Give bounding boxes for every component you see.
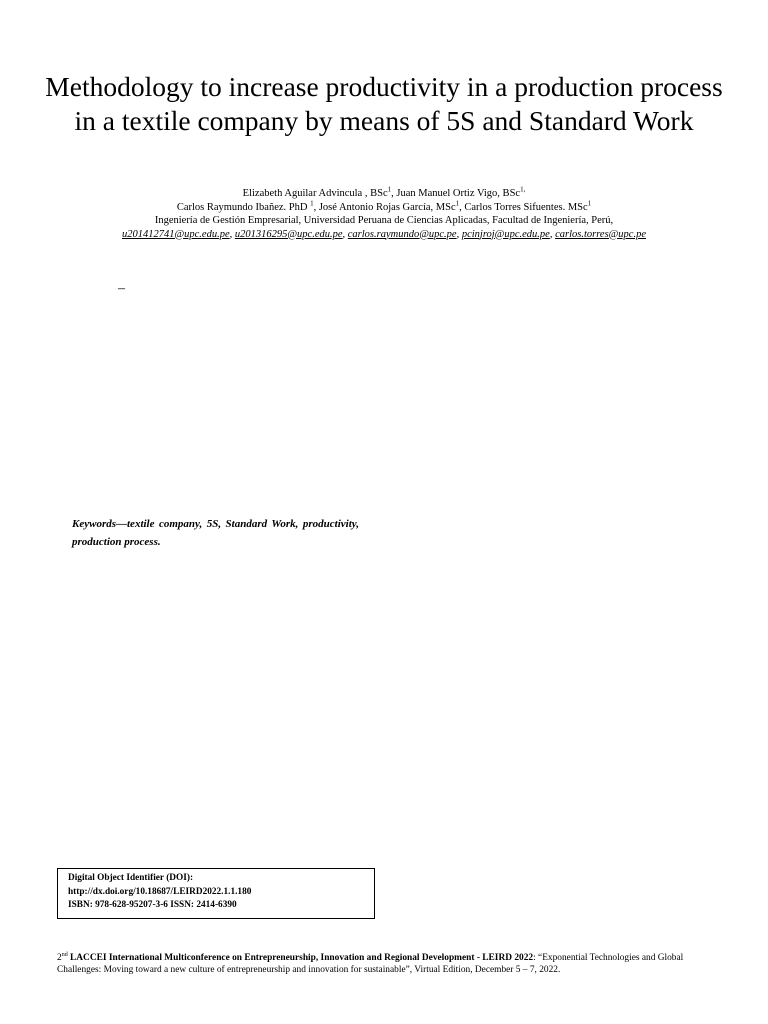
affiliation-mark: 1: [310, 199, 314, 207]
author-line-1: [30, 187, 738, 201]
keywords: Keywords—textile company, 5S, Standard Work, productivity, production process.: [72, 518, 359, 548]
email-link[interactable]: u201412741@upc.edu.pe: [121, 228, 230, 240]
doi-url: http://dx.doi.org/10.18687/LEIRD2022.1.1.180: [68, 886, 252, 897]
email-link[interactable]: carlos.raymundo@upc.pe: [347, 228, 457, 240]
footer-conference-name: LACCEI International Multiconference on Entrepreneurship, Innovation and Regional Development - LEIRD 2022: [67, 953, 534, 963]
email-link[interactable]: carlos.torres@upc.pe: [555, 228, 647, 240]
page-footer: [57, 953, 717, 976]
email-list: [30, 228, 738, 242]
author-name: , Juan Manuel Ortiz Vigo, BSc: [391, 188, 521, 199]
doi-label: Digital Object Identifier (DOI):: [68, 873, 194, 883]
affiliation: Ingeniería de Gestión Empresarial, Universidad Peruana de Ciencias Aplicadas, Facultad de Ingeniería, Perú,: [154, 215, 614, 226]
author-name: Carlos Raymundo Ibañez. PhD: [176, 201, 311, 213]
affiliation-mark: 1: [587, 199, 592, 207]
author-block: [30, 187, 738, 241]
author-line-2: [30, 201, 738, 215]
email-separator: ,: [229, 228, 235, 240]
author-name: Elizabeth Aguilar Advincula , BSc: [242, 188, 388, 199]
paper-title: Methodology to increase productivity in a production process in a textile company by means of 5S and Standard Work: [45, 71, 723, 136]
author-name: , José Antonio Rojas García, MSc: [313, 201, 456, 213]
footer-edition-number: 2: [57, 953, 62, 963]
email-link[interactable]: u201316295@upc.edu.pe: [234, 228, 343, 240]
email-link[interactable]: pcinjroj@upc.edu.pe: [461, 228, 550, 240]
email-separator: ,: [342, 228, 348, 240]
email-separator: ,: [549, 228, 556, 240]
email-separator: ,: [456, 228, 462, 240]
abstract-dash: –: [118, 281, 125, 296]
author-name: , Carlos Torres Sifuentes. MSc: [459, 201, 588, 213]
footer-details: : “Exponential Technologies and Global Challenges: Moving toward a new culture of entrepreneurship and innovation for sustainable”, Virtual Edition, December 5 – 7, 2022.: [57, 953, 684, 975]
affiliation-mark: 1: [387, 185, 392, 194]
doi-box: [57, 868, 375, 919]
footer-edition-suffix: nd: [61, 951, 68, 958]
isbn-issn: ISBN: 978-628-95207-3-6 ISSN: 2414-6390: [68, 900, 237, 910]
affiliation-mark: 1: [455, 199, 460, 207]
affiliation-mark: 1,: [520, 185, 526, 194]
